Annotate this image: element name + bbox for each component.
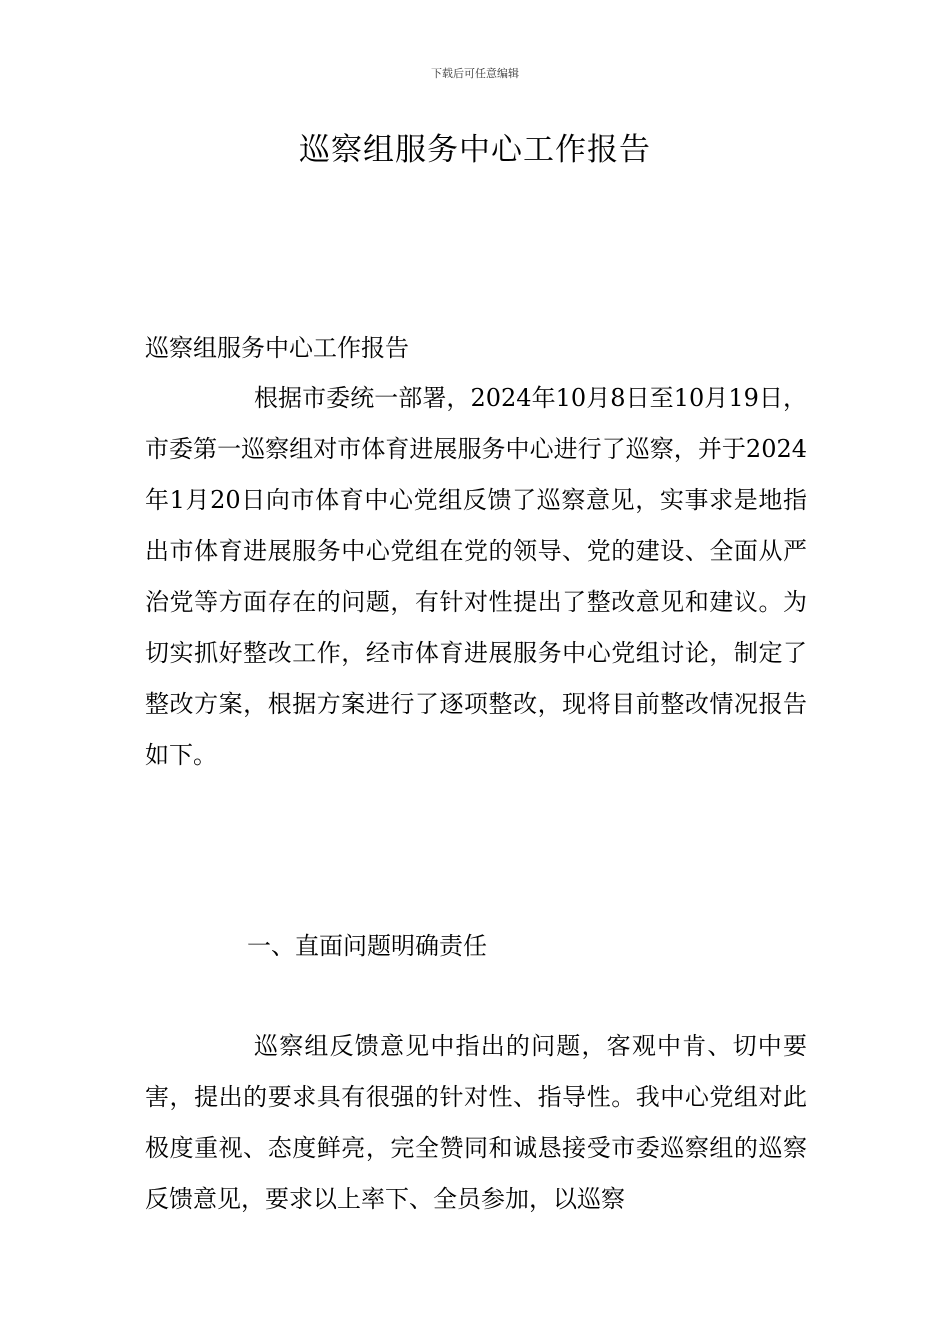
body-paragraph-2: 巡察组反馈意见中指出的问题，客观中肯、切中要害，提出的要求具有很强的针对性、指导性。我中心党组对此极度重视、态度鲜亮，完全赞同和诚恳接受市委巡察组的巡察反馈意见，要求以上率下、全员参加，以巡察: [145, 1032, 807, 1213]
body-paragraph-1: 根据市委统一部署，2024年10月8日至10月19日，市委第一巡察组对市体育进展服务中心进行了巡察，并于2024年1月20日向市体育中心党组反馈了巡察意见，实事求是地指出市体育进展服务中心党组在党的领导、党的建设、全面从严治党等方面存在的问题，有针对性提出了整改意见和建议。为切实抓好整改工作，经市体育进展服务中心党组讨论，制定了整改方案，根据方案进行了逐项整改，现将目前整改情况报告如下。: [145, 384, 807, 769]
section-heading-1: 一、直面问题明确责任: [247, 932, 487, 960]
document-subtitle: 巡察组服务中心工作报告: [145, 334, 409, 362]
header-note: 下载后可任意编辑: [431, 67, 519, 80]
document-title: 巡察组服务中心工作报告: [299, 132, 651, 168]
